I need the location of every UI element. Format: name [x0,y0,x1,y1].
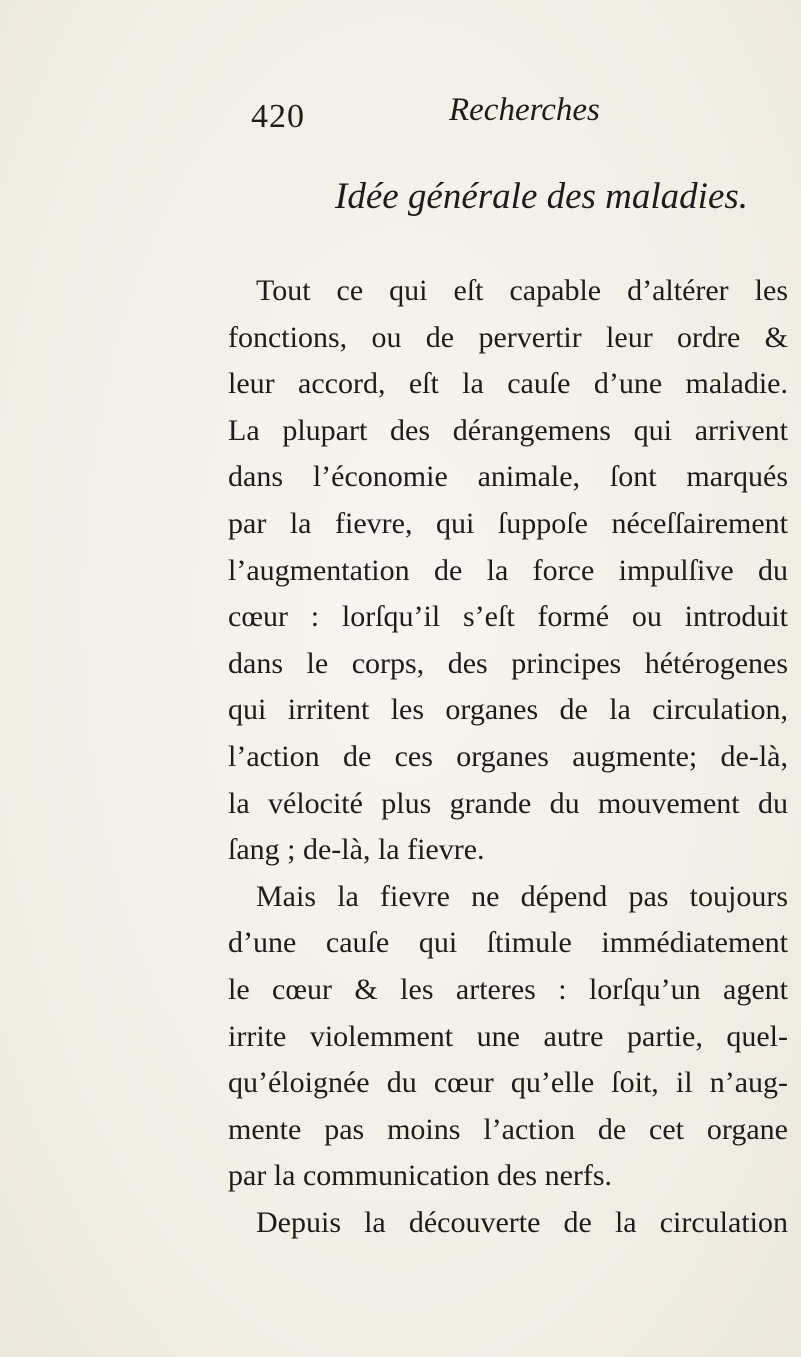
text-line: par la fievre, qui ſuppoſe néceſſairement [228,506,788,540]
text-line: dans le corps, des principes hétérogenes [228,646,788,680]
text-line: l’action de ces organes augmente; de-là, [228,739,788,773]
text-line: qui irritent les organes de la circulation, [228,693,788,727]
text-line: Depuis la découverte de la circulation [256,1205,788,1239]
text-line: mente pas moins l’action de cet organe [228,1112,788,1146]
text-line: ſang ; de-là, la fievre. [228,833,485,867]
text-line: dans l’économie animale, ſont marqués [228,460,788,494]
section-title: Idée générale des maladies. [335,176,749,217]
text-line: La plupart des dérangemens qui arrivent [228,413,788,447]
page-number: 420 [251,98,305,135]
text-line: fonctions, ou de pervertir leur ordre & [228,320,788,354]
text-line: qu’éloignée du cœur qu’elle ſoit, il n’aug- [228,1066,788,1100]
text-line: leur accord, eſt la cauſe d’une maladie. [228,367,788,401]
text-line: cœur : lorſqu’il s’eſt formé ou introduit [228,600,788,634]
running-title: Recherches [449,92,600,128]
text-line: le cœur & les arteres : lorſqu’un agent [228,972,788,1006]
text-line: par la communication des nerfs. [228,1159,613,1193]
text-line: Tout ce qui eſt capable d’altérer les [256,274,788,307]
text-line: Mais la fievre ne dépend pas toujours [256,879,788,913]
text-line: l’augmentation de la force impulſive du [228,553,788,587]
text-line: irrite violemment une autre partie, quel- [228,1019,788,1053]
text-line: la vélocité plus grande du mouvement du [228,786,788,820]
body-text [228,268,788,1246]
text-line: d’une cauſe qui ſtimule immédiatement [228,926,788,960]
